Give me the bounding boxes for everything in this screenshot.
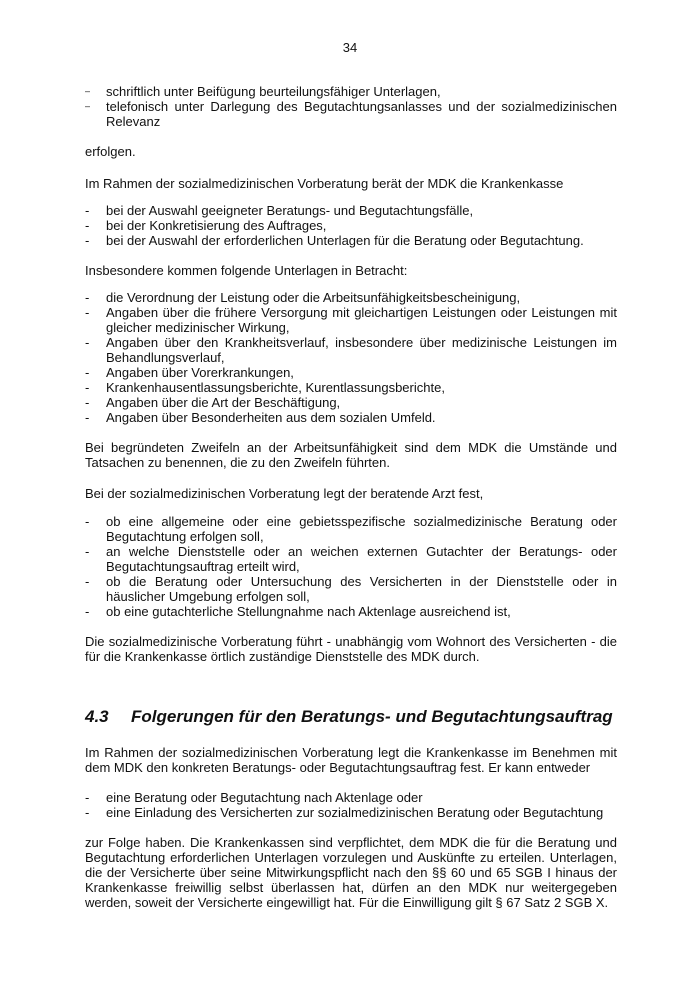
list-submission-methods	[85, 84, 617, 129]
paragraph-beratender-arzt: Bei der sozialmedizinischen Vorberatung legt der beratende Arzt fest,	[85, 486, 484, 501]
paragraph-mitwirkungspflicht: zur Folge haben. Die Krankenkassen sind verpflichtet, dem MDK die für die Beratung und Begutachtung erforderlichen Unterlagen vorzulegen und Auskünfte zu erteilen. Unterlagen, die der Versicherte über seine Mitwirkungspflicht nach den §§ 60 und 65 SGB I hinaus der Krankenkasse freiwillig selbst überlassen hat, dürfen an den MDK nur weitergegeben werden, soweit der Versicherte eingewilligt hat. Für die Einwilligung gilt § 67 Satz 2 SGB X.	[85, 835, 617, 910]
list-item: - bei der Auswahl der erforderlichen Unterlagen für die Beratung oder Begutachtung.	[85, 233, 584, 248]
paragraph-vorberatung-intro: Im Rahmen der sozialmedizinischen Vorberatung berät der MDK die Krankenkasse	[85, 176, 564, 191]
list-item: - eine Beratung oder Begutachtung nach Aktenlage oder	[85, 790, 423, 805]
list-item: - Angaben über den Krankheitsverlauf, insbesondere über medizinische Leistungen im Behandlungsverlauf,	[85, 335, 617, 365]
list-item: - ob eine gutachterliche Stellungnahme nach Aktenlage ausreichend ist,	[85, 604, 511, 619]
list-physician-decisions	[85, 514, 617, 619]
list-item: - Angaben über die Art der Beschäftigung,	[85, 395, 341, 410]
list-item: - Angaben über Vorerkrankungen,	[85, 365, 294, 380]
list-item: - Angaben über Besonderheiten aus dem sozialen Umfeld.	[85, 410, 436, 425]
list-item: – schriftlich unter Beifügung beurteilungsfähiger Unterlagen,	[85, 84, 441, 99]
list-item: - ob eine allgemeine oder eine gebietsspezifische sozialmedizinische Beratung oder Begutachtung erfolgen soll,	[85, 514, 617, 544]
list-advisory-tasks	[85, 203, 617, 248]
section-number: 4.3	[85, 707, 109, 726]
paragraph-unterlagen-intro: Insbesondere kommen folgende Unterlagen in Betracht:	[85, 263, 408, 278]
list-item: - Angaben über die frühere Versorgung mit gleichartigen Leistungen oder Leistungen mit gleicher medizinischer Wirkung,	[85, 305, 617, 335]
section-heading	[85, 706, 645, 728]
list-item: - Krankenhausentlassungsberichte, Kurentlassungsberichte,	[85, 380, 445, 395]
list-assignment-options	[85, 790, 617, 820]
list-item: – telefonisch unter Darlegung des Begutachtungsanlasses und der sozialmedizinischen Relevanz	[85, 99, 617, 129]
page-number: 34	[342, 40, 358, 55]
paragraph-zweifel: Bei begründeten Zweifeln an der Arbeitsunfähigkeit sind dem MDK die Umstände und Tatsachen zu benennen, die zu den Zweifeln führten.	[85, 440, 617, 470]
list-item: - bei der Auswahl geeigneter Beratungs- und Begutachtungsfälle,	[85, 203, 474, 218]
paragraph-auftrag: Im Rahmen der sozialmedizinischen Vorberatung legt die Krankenkasse im Benehmen mit dem MDK den konkreten Beratungs- oder Begutachtungsauftrag fest. Er kann entweder	[85, 745, 617, 775]
list-item: - die Verordnung der Leistung oder die Arbeitsunfähigkeitsbescheinigung,	[85, 290, 521, 305]
paragraph-zustaendige-dienststelle: Die sozialmedizinische Vorberatung führt - unabhängig vom Wohnort des Versicherten - die für die Krankenkasse örtlich zuständige Dienststelle des MDK durch.	[85, 634, 617, 664]
list-item: - ob die Beratung oder Untersuchung des Versicherten in der Dienststelle oder in häuslicher Umgebung erfolgen soll,	[85, 574, 617, 604]
list-item: - eine Einladung des Versicherten zur sozialmedizinischen Beratung oder Begutachtung	[85, 805, 604, 820]
list-documents	[85, 290, 617, 425]
section-title: Folgerungen für den Beratungs- und Begutachtungsauftrag	[131, 707, 613, 726]
list-item: - an welche Dienststelle oder an weichen externen Gutachter der Beratungs- oder Begutachtungsauftrag erteilt wird,	[85, 544, 617, 574]
list-item: - bei der Konkretisierung des Auftrages,	[85, 218, 327, 233]
paragraph-erfolgen: erfolgen.	[85, 144, 136, 159]
